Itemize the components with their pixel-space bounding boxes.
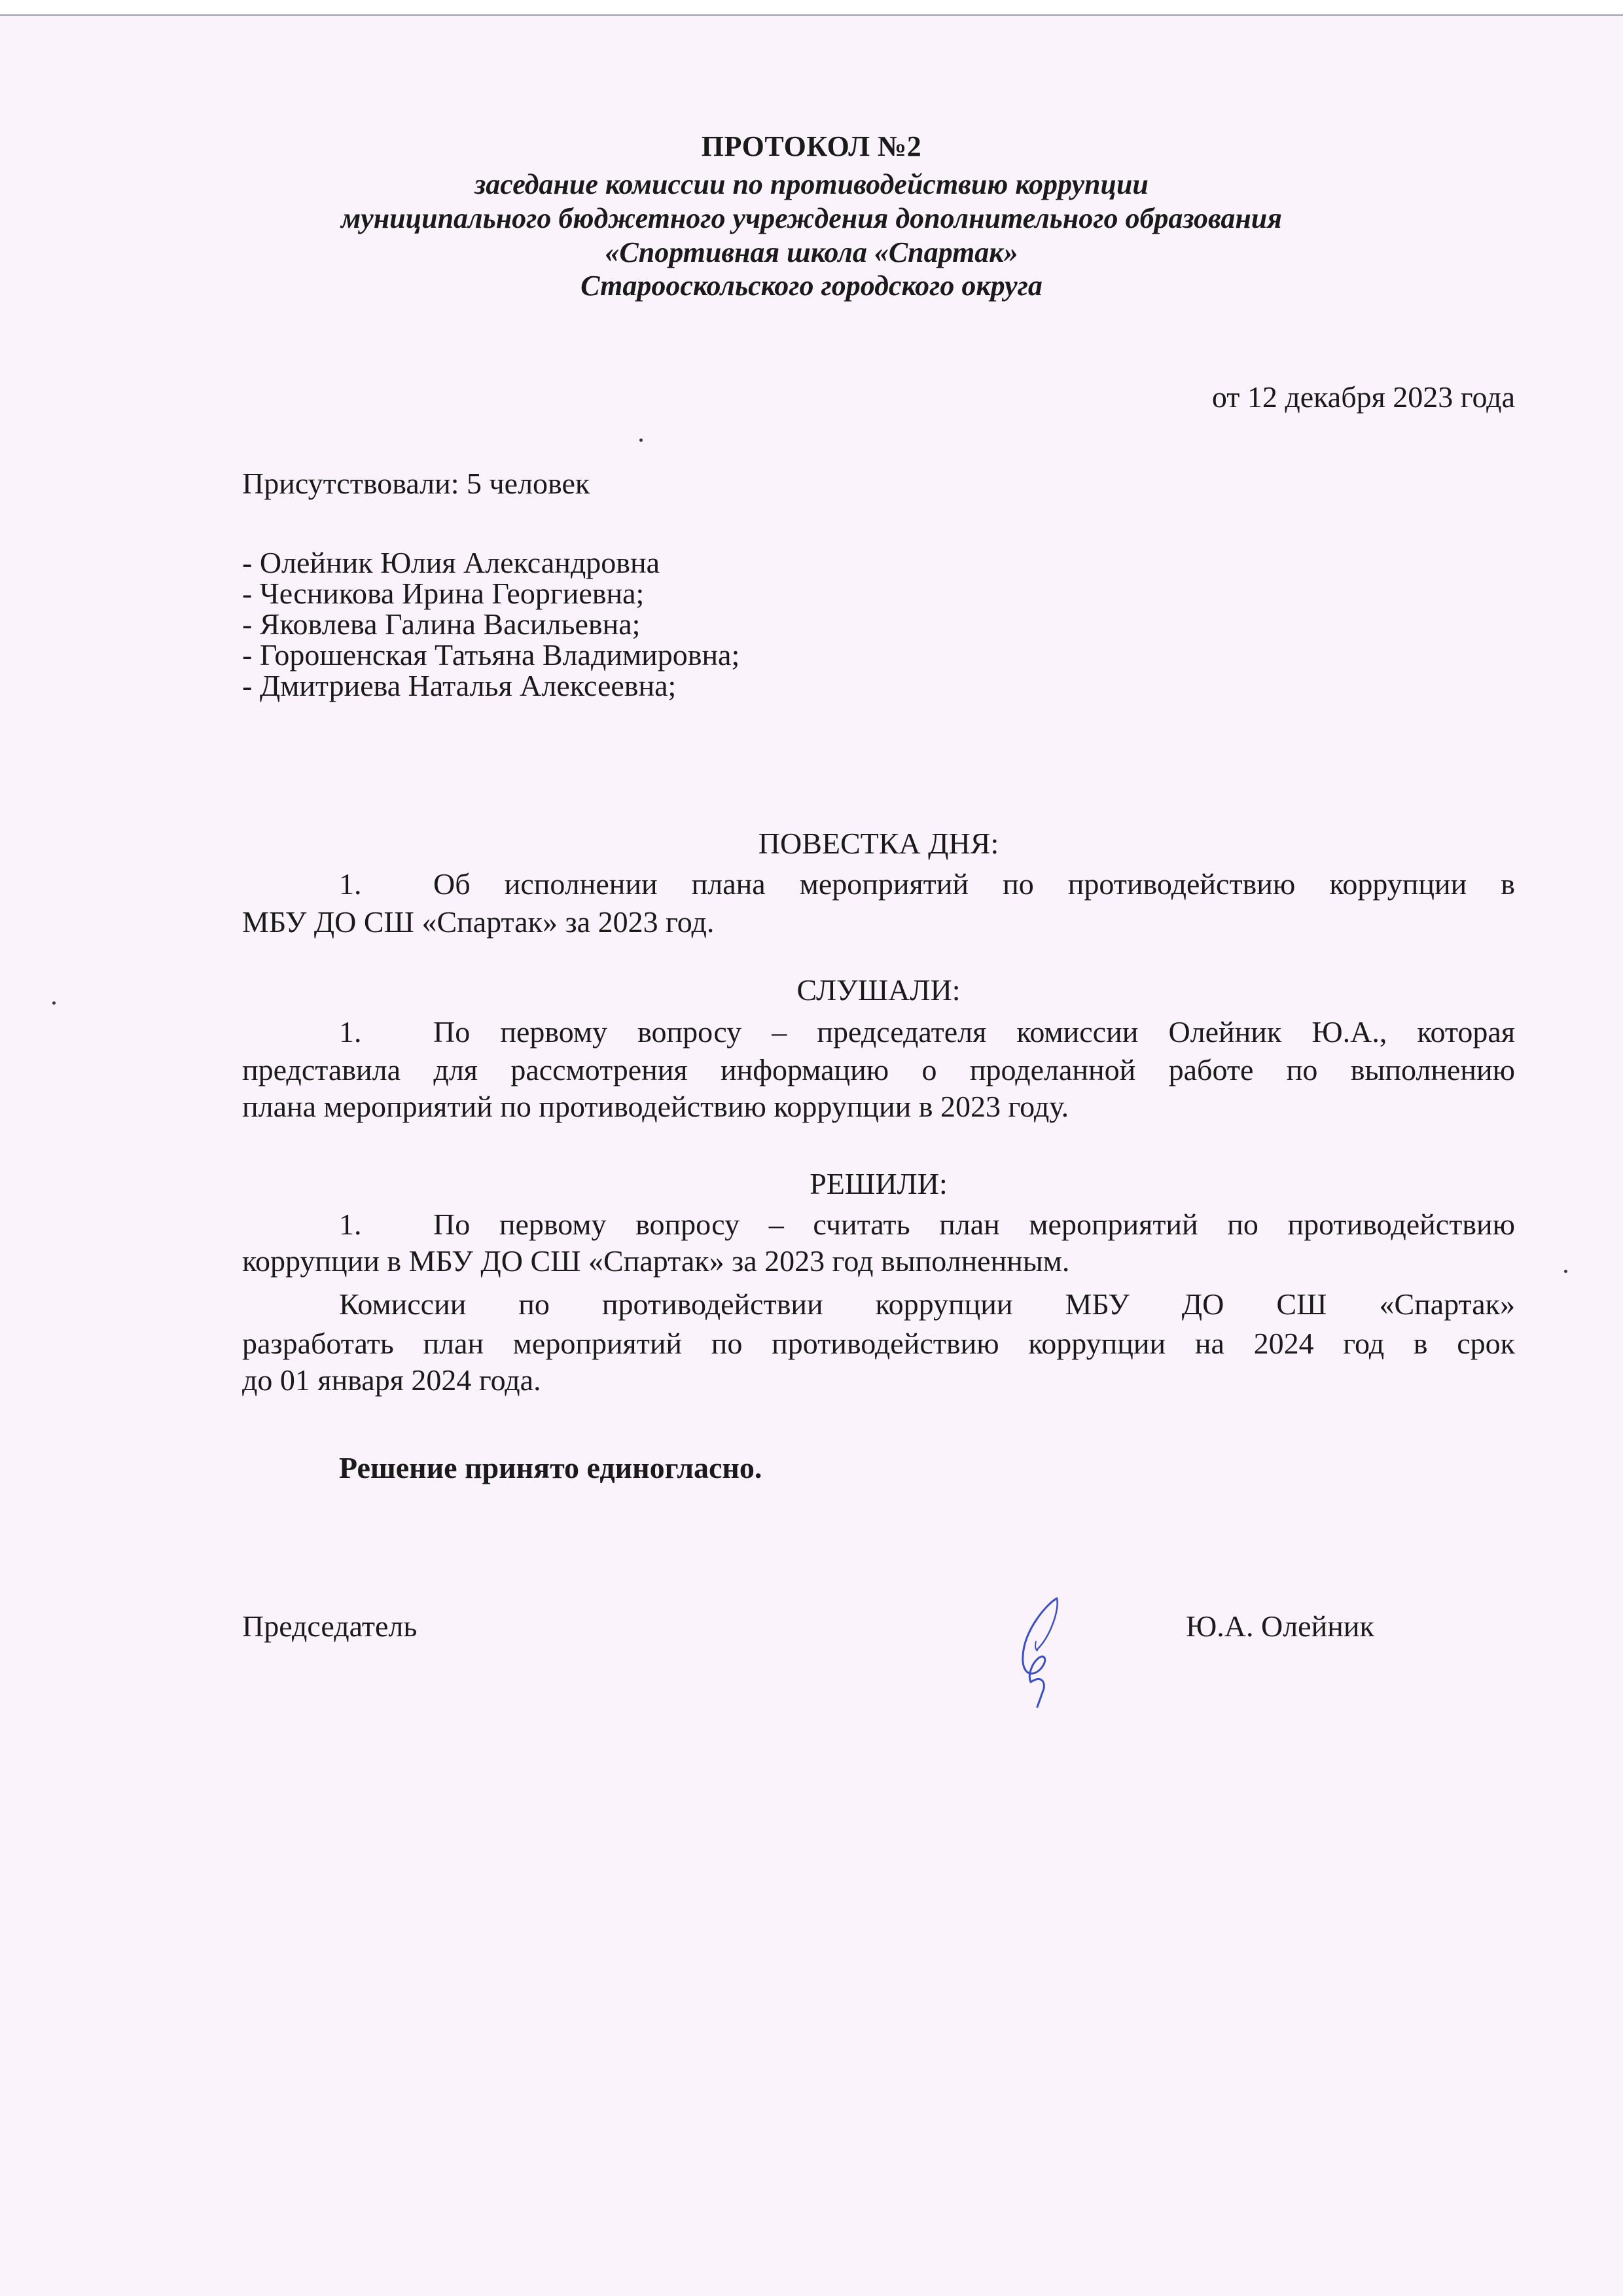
chairman-role: Председатель bbox=[242, 1609, 418, 1643]
heard-item-line-3: плана мероприятий по противодействию коррупции в 2023 году. bbox=[242, 1090, 1069, 1123]
decision-verdict: Решение принято единогласно. bbox=[339, 1451, 762, 1484]
heard-item-line-2: представила для рассмотрения информацию о проделанной работе по выполнению bbox=[242, 1053, 1515, 1086]
attendance-label: Присутствовали: 5 человек bbox=[242, 467, 590, 500]
decided-item-line-2: коррупции в МБУ ДО СШ «Спартак» за 2023 год выполненным. bbox=[242, 1244, 1070, 1278]
attendee-item: - Дмитриева Наталья Алексеевна; bbox=[242, 669, 677, 702]
document-title: ПРОТОКОЛ №2 bbox=[701, 130, 922, 162]
subtitle-line-4: Старооскольского городского округа bbox=[580, 270, 1043, 302]
agenda-item-line-2: МБУ ДО СШ «Спартак» за 2023 год. bbox=[242, 905, 715, 939]
attendee-item: - Олейник Юлия Александровна bbox=[242, 546, 660, 579]
commission-paragraph-line-2: разработать план мероприятий по противодействию коррупции на 2024 год в срок bbox=[242, 1327, 1515, 1360]
agenda-item bbox=[242, 865, 1515, 903]
agenda-item-line-1: Об исполнении плана мероприятий по противодействию коррупции в bbox=[433, 867, 1515, 901]
attendee-item: - Яковлева Галина Васильевна; bbox=[242, 607, 641, 641]
subtitle-line-2: муниципального бюджетного учреждения дополнительного образования bbox=[341, 202, 1282, 234]
decided-heading: РЕШИЛИ: bbox=[810, 1167, 948, 1200]
subtitle-line-1: заседание комиссии по противодействию коррупции bbox=[474, 168, 1149, 200]
protocol-date: от 12 декабря 2023 года bbox=[1211, 380, 1515, 414]
item-number: 1. bbox=[339, 1015, 362, 1049]
item-number: 1. bbox=[339, 867, 362, 901]
item-number: 1. bbox=[339, 1208, 362, 1241]
heard-item-line-1: По первому вопросу – председателя комиссии Олейник Ю.А., которая bbox=[433, 1015, 1515, 1049]
heard-heading: СЛУШАЛИ: bbox=[796, 973, 961, 1007]
decided-item-line-1: По первому вопросу – считать план мероприятий по противодействию bbox=[433, 1208, 1515, 1241]
attendee-item: - Горошенская Татьяна Владимировна; bbox=[242, 638, 740, 672]
commission-paragraph-line-3: до 01 января 2024 года. bbox=[242, 1363, 541, 1397]
decided-item bbox=[242, 1206, 1515, 1244]
commission-paragraph-line-1 bbox=[242, 1285, 1515, 1323]
heard-item bbox=[242, 1013, 1515, 1051]
subtitle-line-3: «Спортивная школа «Спартак» bbox=[605, 236, 1018, 268]
commission-text-1: Комиссии по противодействии коррупции МБУ ДО СШ «Спартак» bbox=[339, 1287, 1515, 1321]
handwritten-signature-icon bbox=[1011, 1590, 1070, 1708]
attendee-item: - Чесникова Ирина Георгиевна; bbox=[242, 577, 645, 610]
scan-speck bbox=[52, 1001, 56, 1005]
scan-speck bbox=[639, 439, 643, 442]
scan-speck bbox=[1564, 1270, 1567, 1273]
agenda-heading: ПОВЕСТКА ДНЯ: bbox=[758, 827, 999, 860]
chairman-name: Ю.А. Олейник bbox=[1186, 1609, 1374, 1643]
